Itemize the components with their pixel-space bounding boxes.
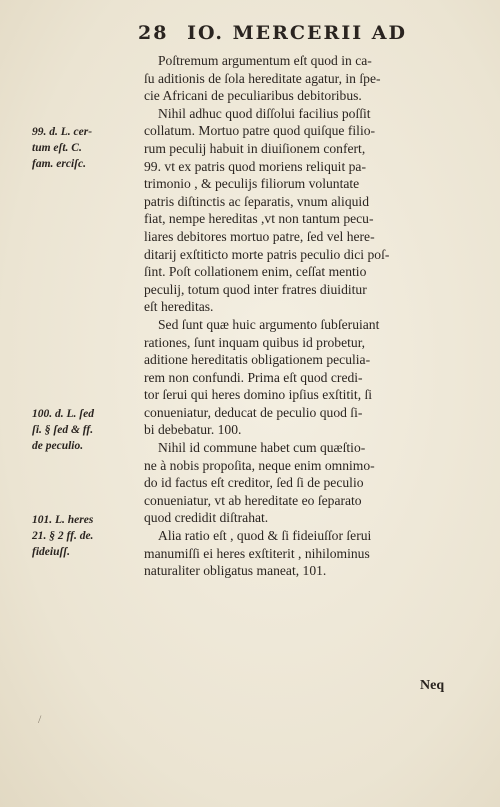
running-header xyxy=(138,22,458,44)
text-line: eſt hereditas. xyxy=(144,299,214,315)
text-line: tor ſerui qui heres domino ipſius exſtitit, ſi xyxy=(144,387,373,403)
margin-note-line: fideiuſſ. xyxy=(32,545,71,558)
text-line: ſu aditionis de ſola hereditate agatur, in ſpe- xyxy=(144,70,381,86)
margin-note xyxy=(32,406,136,454)
margin-note xyxy=(32,512,136,560)
text-line: liares debitores mortuo patre, ſed vel here- xyxy=(144,228,375,244)
text-line: bi debebatur. 100. xyxy=(144,422,242,438)
text-line: peculij, totum quod inter fratres diuiditur xyxy=(144,281,367,297)
text-line: Poſtremum argumentum eſt quod in ca- xyxy=(158,53,372,68)
text-line: ſint. Poſt collationem enim, ceſſat mentio xyxy=(144,264,367,280)
text-line: manumiſſi ei heres exſtiterit , nihilominus xyxy=(144,545,370,561)
margin-note-line: ſi. § ſed & ff. xyxy=(32,424,94,436)
text-line: conueniatur, vt ab hereditate eo ſeparato xyxy=(144,492,362,508)
margin-note-line: 99. d. L. cer- xyxy=(32,126,93,139)
text-line: Sed ſunt quæ huic argumento ſubſeruiant xyxy=(158,316,380,332)
text-line: rem non confundi. Prima eſt quod credi- xyxy=(144,369,363,385)
margin-note-line: 100. d. L. ſed xyxy=(32,408,94,420)
stray-mark: / xyxy=(38,712,42,726)
text-line: fiat, nempe hereditas ,vt non tantum pecu- xyxy=(144,211,374,227)
text-line: do id factus eſt creditor, ſed ſi de peculio xyxy=(144,475,364,491)
text-line: 99. vt ex patris quod moriens reliquit pa- xyxy=(144,158,366,174)
text-line: rum peculij habuit in diuiſionem confert, xyxy=(144,140,366,156)
catchword: Neq xyxy=(420,678,445,693)
text-line: trimonio , & peculijs filiorum voluntate xyxy=(144,176,360,192)
text-line: naturaliter obligatus maneat, 101. xyxy=(144,563,327,579)
running-title: IO. MERCERII AD xyxy=(187,22,407,44)
margin-note-line: de peculio. xyxy=(32,440,84,452)
text-line: Nihil id commune habet cum quæſtio- xyxy=(158,440,366,456)
text-line: Alia ratio eſt , quod & ſi fideiuſſor ſerui xyxy=(158,528,372,544)
page-number: 28 xyxy=(138,22,169,44)
main-text-column xyxy=(144,52,454,580)
margin-note-line: 21. § 2 ff. de. xyxy=(32,529,94,542)
text-line: Nihil adhuc quod diſſolui facilius poſſit xyxy=(158,105,371,121)
text-line: ditarij exſtiticto morte patris peculio dici poſ- xyxy=(144,246,390,262)
text-line: conueniatur, deducat de peculio quod ſi- xyxy=(144,404,363,420)
text-line: quod credidit diſtrahat. xyxy=(144,510,269,526)
margin-note-line: tum eſt. C. xyxy=(32,142,82,155)
text-line: aditione hereditatis obligationem peculia- xyxy=(144,352,371,368)
text-line: ne à nobis propoſita, neque enim omnimo- xyxy=(144,457,375,473)
text-line: cie Africani de peculiaribus debitoribus. xyxy=(144,88,362,104)
text-line: collatum. Mortuo patre quod quiſque filio- xyxy=(144,123,376,139)
margin-note-line: 101. L. heres xyxy=(32,513,94,526)
text-line: patris diſtinctis ac ſeparatis, vnum aliquid xyxy=(144,193,370,209)
text-line: rationes, ſunt inquam quibus id probetur, xyxy=(144,334,366,350)
margin-note xyxy=(32,124,136,172)
margin-note-line: fam. erciſc. xyxy=(32,158,86,171)
